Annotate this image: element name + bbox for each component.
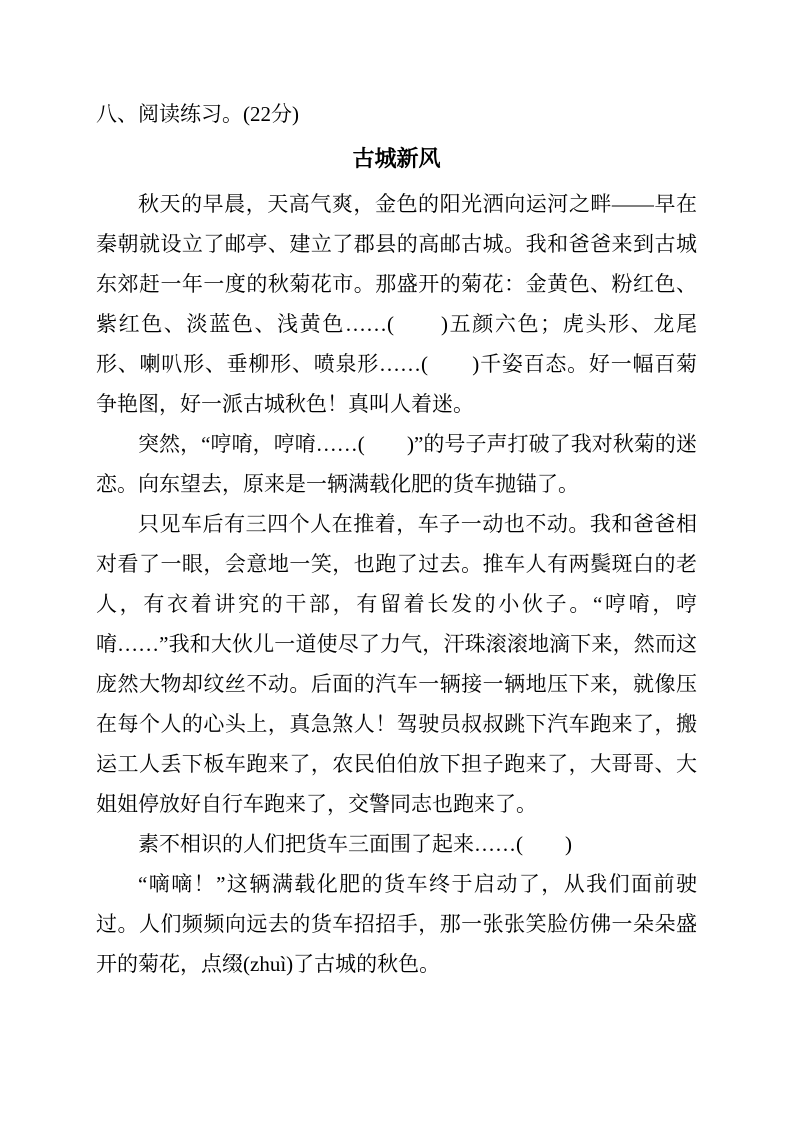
passage-paragraph: 突然，“哼唷，哼唷……( )”的号子声打破了我对秋菊的迷恋。向东望去，原来是一辆满载化肥的货车抛锚了。 <box>96 432 697 496</box>
passage-paragraph: “嘀嘀！”这辆满载化肥的货车终于启动了，从我们面前驶过。人们频频向远去的货车招招手，那一张张笑脸仿佛一朵朵盛开的菊花，点缀(zhuì)了古城的秋色。 <box>96 872 697 976</box>
passage-paragraph: 素不相识的人们把货车三面围了起来……( ) <box>138 832 572 856</box>
passage-paragraphs <box>96 184 697 984</box>
passage-paragraph: 只见车后有三四个人在推着，车子一动也不动。我和爸爸相对看了一眼，会意地一笑，也跑了过去。推车人有两鬓斑白的老人，有衣着讲究的干部，有留着长发的小伙子。“哼唷，哼唷……”我和大伙儿一道使尽了力气，汗珠滚滚地滴下来，然而这庞然大物却纹丝不动。后面的汽车一辆接一辆地压下来，就像压在每个人的心头上，真急煞人！驾驶员叔叔跳下汽车跑来了，搬运工人丢下板车跑来了，农民伯伯放下担子跑来了，大哥哥、大姐姐停放好自行车跑来了，交警同志也跑来了。 <box>96 512 697 816</box>
passage-title: 古城新风 <box>352 146 441 171</box>
passage-paragraph: 秋天的早晨，天高气爽，金色的阳光洒向运河之畔——早在秦朝就设立了邮亭、建立了郡县的高邮古城。我和爸爸来到古城东郊赶一年一度的秋菊花市。那盛开的菊花：金黄色、粉红色、紫红色、淡蓝色、浅黄色……( )五颜六色；虎头形、龙尾形、喇叭形、垂柳形、喷泉形……( )千姿百态。好一幅百菊争艳图，好一派古城秋色！真叫人着迷。 <box>96 192 697 416</box>
section-heading: 八、阅读练习。(22分) <box>96 102 299 126</box>
